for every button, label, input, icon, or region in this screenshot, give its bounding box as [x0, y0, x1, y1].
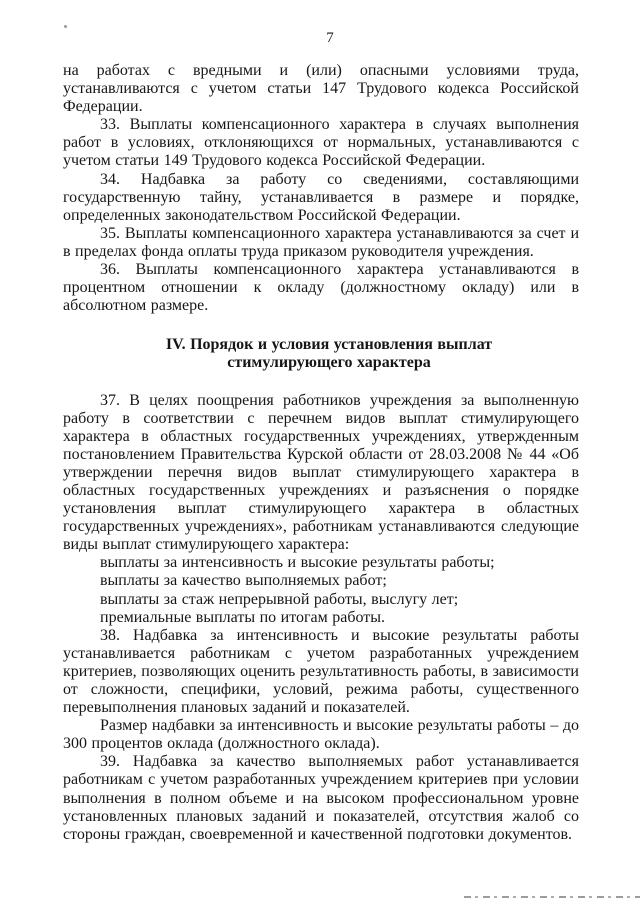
list-item-4: премиальные выплаты по итогам работы. [100, 608, 386, 626]
paragraph-continuation: на работах с вредными и (или) опасными условиями труда, устанавливаются с учетом статьи 147 Трудового кодекса Российской Федерации. [63, 62, 579, 116]
page-number: 7 [326, 30, 334, 46]
paragraph-36: 36. Выплаты компенсационного характера устанавливаются в процентном отношении к окладу (должностному окладу) или в абсолютном размере. [63, 261, 579, 315]
paragraph-39: 39. Надбавка за качество выполняемых работ устанавливается работникам с учетом разработанных учреждением критериев при условии выполнения в полном объеме и на высоком профессиональном уровне установленных плановых заданий и показателей, отсутствия жалоб со стороны граждан, своевременной и качественной подготовки документов. [63, 753, 579, 843]
paragraph-34: 34. Надбавка за работу со сведениями, составляющими государственную тайну, устанавливается в размере и порядке, определенных законодательством Российской Федерации. [63, 170, 579, 224]
paragraph-35: 35. Выплаты компенсационного характера устанавливаются за счет и в пределах фонда оплаты труда приказом руководителя учреждения. [63, 224, 579, 260]
list-item-2: выплаты за качество выполняемых работ; [100, 572, 387, 590]
paragraph-38-size: Размер надбавки за интенсивность и высокие результаты работы – до 300 процентов оклада (должностного оклада). [63, 717, 579, 753]
scan-speck [64, 25, 67, 28]
document-body [63, 62, 579, 844]
scan-artifact-line [464, 896, 640, 898]
section-heading-line-1: IV. Порядок и условия установления выплат [165, 336, 493, 354]
paragraph-33: 33. Выплаты компенсационного характера в случаях выполнения работ в условиях, отклоняющихся от нормальных, устанавливаются с учетом статьи 149 Трудового кодекса Российской Федерации. [63, 116, 579, 170]
section-heading-line-2: стимулирующего характера [227, 354, 431, 372]
list-item-3: выплаты за стаж непрерывной работы, выслугу лет; [100, 590, 459, 608]
paragraph-37: 37. В целях поощрения работников учреждения за выполненную работу в соответствии с перечнем видов выплат стимулирующего характера в областных государственных учреждениях, утвержденным постановлением Правительства Курской области от 28.03.2008 № 44 «Об утверждении перечня видов выплат стимулирующего характера в областных государственных учреждениях и разъяснения о порядке установления выплат стимулирующего характера в областных государственных учреждениях», работникам устанавливаются следующие виды выплат стимулирующего характера: [63, 391, 579, 554]
list-item-1: выплаты за интенсивность и высокие результаты работы; [100, 554, 495, 572]
paragraph-38: 38. Надбавка за интенсивность и высокие результаты работы устанавливается работникам с учетом разработанных учреждением критериев, позволяющих оценить результативность работы, в зависимости от сложности, специфики, условий, режима работы, существенного перевыполнения плановых заданий и показателей. [63, 626, 579, 717]
